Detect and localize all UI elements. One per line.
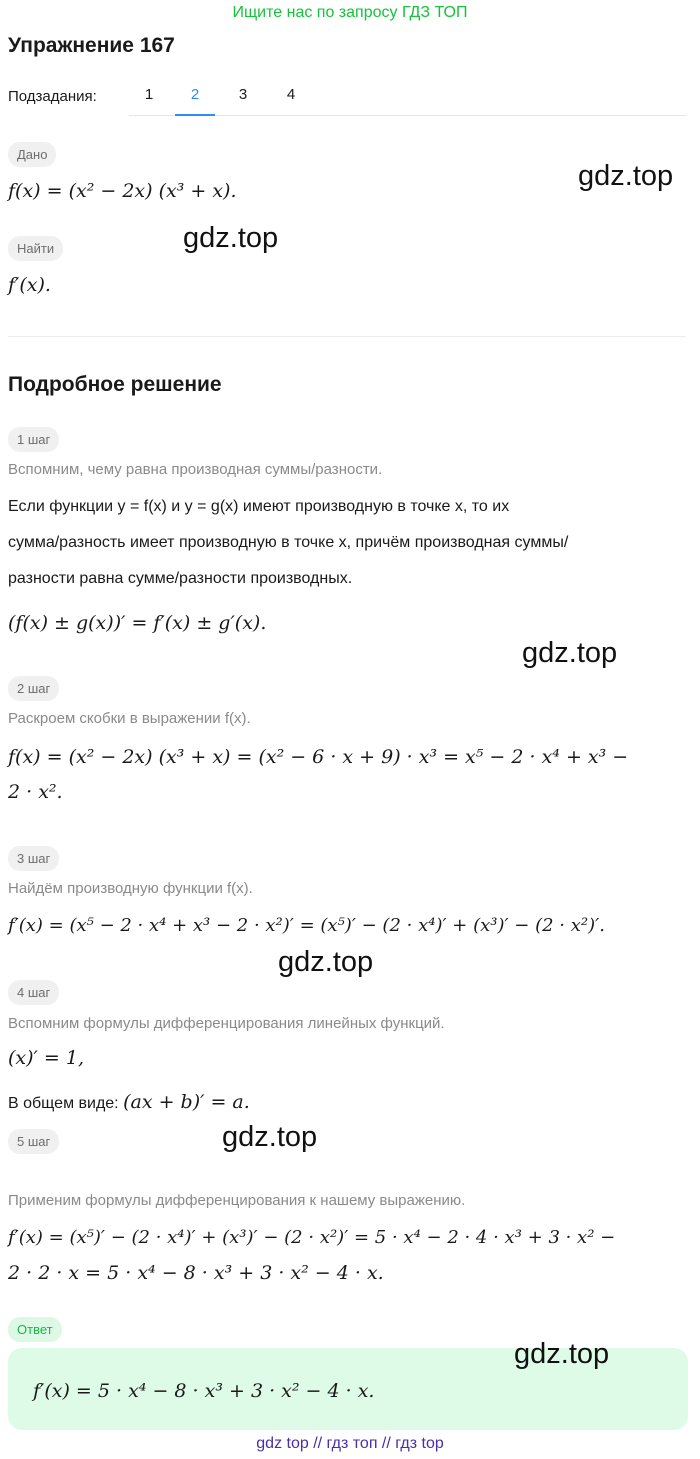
watermark-5: gdz.top	[222, 1121, 318, 1153]
search-banner: Ищите нас по запросу ГДЗ ТОП	[232, 4, 468, 21]
step-4-general	[8, 1091, 250, 1113]
solution-heading: Подробное решение	[8, 373, 222, 396]
subtasks-label: Подзадания:	[8, 88, 97, 105]
watermark-1: gdz.top	[578, 160, 674, 192]
watermark-2: gdz.top	[183, 222, 279, 254]
step-3-badge: 3 шаг	[8, 846, 59, 871]
step-4-badge: 4 шаг	[8, 980, 59, 1005]
find-formula: f′(x).	[8, 274, 51, 296]
step-5-formula-line-2: 2 · 2 · x = 5 · x⁴ − 8 · x³ + 3 · x² − 4 · x.	[8, 1262, 384, 1284]
step-1-badge: 1 шаг	[8, 427, 59, 452]
step-2-hint: Раскроем скобки в выражении f(x).	[8, 710, 251, 727]
step-3-hint: Найдём производную функции f(x).	[8, 880, 253, 897]
step-1-line-3: разности равна сумме/разности производных.	[8, 570, 353, 587]
section-divider	[8, 336, 686, 337]
watermark-3: gdz.top	[522, 637, 618, 669]
step-1-line-2: сумма/разность имеет производную в точке x, причём производная суммы/	[8, 534, 569, 551]
step-4-hint: Вспомним формулы дифференцирования линейных функций.	[8, 1015, 445, 1032]
step-1-formula: (f(x) ± g(x))′ = f′(x) ± g′(x).	[8, 612, 267, 634]
step-1-line-1: Если функции y = f(x) и y = g(x) имеют производную в точке x, то их	[8, 498, 510, 515]
step-5-hint: Применим формулы дифференцирования к нашему выражению.	[8, 1192, 466, 1209]
given-badge: Дано	[8, 142, 56, 167]
footer-links[interactable]: gdz top // гдз топ // гдз top	[256, 1435, 444, 1452]
step-3-formula: f′(x) = (x⁵ − 2 · x⁴ + x³ − 2 · x²)′ = (x⁵)′ − (2 · x⁴)′ + (x³)′ − (2 · x²)′.	[8, 915, 605, 936]
step-4-formula: (x)′ = 1,	[8, 1047, 84, 1069]
answer-badge: Ответ	[8, 1317, 62, 1342]
watermark-4: gdz.top	[278, 946, 374, 978]
tab-subtask-1[interactable]: 1	[144, 86, 154, 103]
given-formula: f(x) = (x² − 2x) (x³ + x).	[8, 180, 237, 202]
tab-subtask-3[interactable]: 3	[238, 86, 248, 103]
step-2-formula-line-2: 2 · x².	[8, 781, 63, 803]
find-badge: Найти	[8, 236, 63, 261]
watermark-6: gdz.top	[514, 1338, 610, 1370]
step-2-badge: 2 шаг	[8, 676, 59, 701]
step-5-formula-line-1: f′(x) = (x⁵)′ − (2 · x⁴)′ + (x³)′ − (2 · x²)′ = 5 · x⁴ − 2 · 4 · x³ + 3 · x² −	[8, 1227, 616, 1248]
tab-subtask-2[interactable]: 2	[175, 86, 215, 103]
step-2-formula-line-1: f(x) = (x² − 2x) (x³ + x) = (x² − 6 · x + 9) · x³ = x⁵ − 2 · x⁴ + x³ −	[8, 746, 629, 768]
page-title: Упражнение 167	[8, 34, 175, 57]
step-5-badge: 5 шаг	[8, 1129, 59, 1154]
step-4-general-formula: (ax + b)′ = a.	[123, 1091, 250, 1113]
step-1-hint: Вспомним, чему равна производная суммы/разности.	[8, 461, 383, 478]
step-1-text	[8, 489, 688, 597]
answer-formula: f′(x) = 5 · x⁴ − 8 · x³ + 3 · x² − 4 · x.	[33, 1380, 375, 1402]
subtasks-nav	[8, 84, 686, 116]
step-4-general-text: В общем виде:	[8, 1095, 119, 1112]
tab-subtask-4[interactable]: 4	[286, 86, 296, 103]
